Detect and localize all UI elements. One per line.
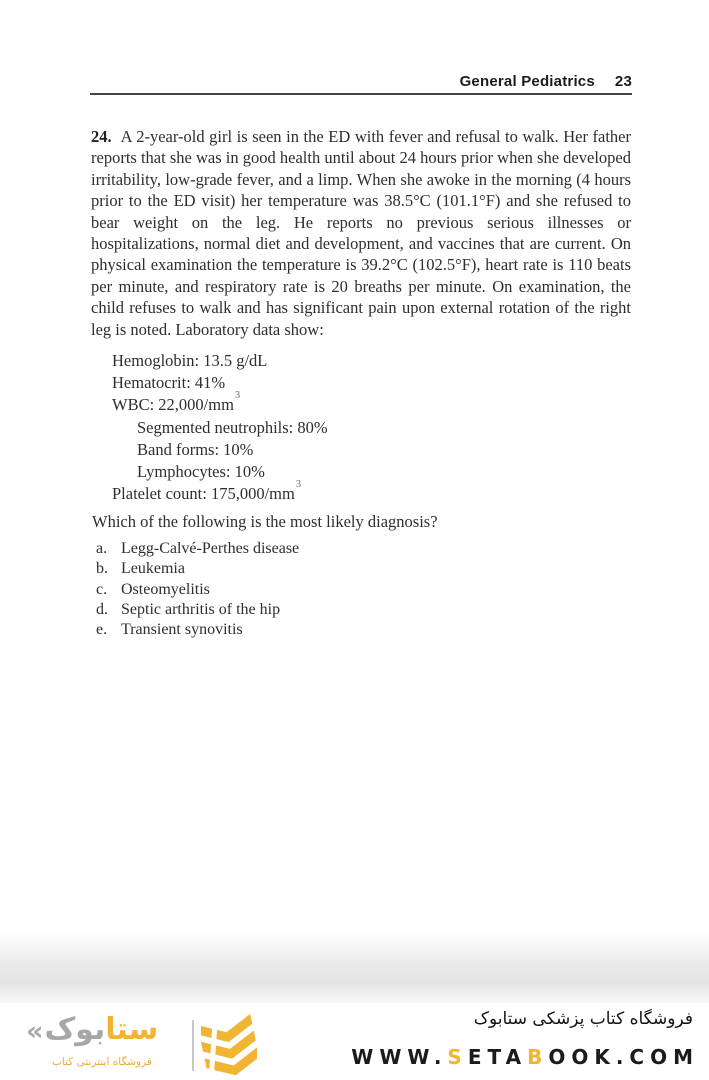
option-text: Osteomyelitis: [121, 580, 210, 598]
option-letter: c.: [96, 580, 108, 598]
option-letter: a.: [96, 540, 108, 557]
lab-value: Lymphocytes: 10%: [137, 462, 265, 482]
logo-divider: [192, 1020, 194, 1071]
option-text: Transient synovitis: [121, 621, 243, 639]
lab-value: Hemoglobin: 13.5 g/dL: [112, 351, 268, 370]
superscript: 3: [295, 478, 302, 490]
wordmark-gray-part: بوک: [44, 1012, 106, 1047]
header-rule: [90, 93, 632, 95]
question-paragraph: [91, 126, 631, 340]
url-part: ETA: [467, 1045, 528, 1069]
lab-line: [112, 478, 328, 505]
option-letter: d.: [96, 600, 108, 618]
page-number: 23: [614, 73, 632, 90]
option-text: Septic arthritis of the hip: [121, 600, 281, 618]
answer-option-b: [96, 559, 299, 579]
setabook-wordmark: [26, 1012, 159, 1047]
lab-line: [112, 350, 328, 372]
answer-options: [96, 539, 299, 640]
store-tagline: فروشگاه اینترنتی کتاب: [52, 1056, 152, 1068]
option-text: Legg-Calvé-Perthes disease: [121, 540, 300, 557]
wordmark-yellow-part: ستا: [105, 1012, 159, 1047]
question-number: 24.: [91, 127, 112, 146]
url-part-highlight: B: [527, 1045, 549, 1069]
option-letter: b.: [96, 560, 108, 578]
page-shadow: [0, 931, 709, 1003]
lab-value: WBC: 22,000/mm: [112, 395, 234, 415]
lab-value: Hematocrit: 41%: [112, 373, 226, 393]
url-part: WWW.: [351, 1045, 448, 1069]
option-letter: e.: [96, 621, 108, 639]
lab-line: [112, 389, 328, 416]
lab-value: Segmented neutrophils: 80%: [137, 417, 328, 437]
answer-option-c: [96, 580, 299, 600]
answer-option-e: [96, 620, 299, 640]
lab-data-list: [112, 350, 328, 505]
answer-option-a: [96, 539, 299, 559]
store-title-persian: فروشگاه کتاب پزشکی ستابوک: [473, 1009, 693, 1029]
lab-line: [112, 372, 328, 394]
section-title: General Pediatrics: [459, 73, 595, 90]
question-prompt: Which of the following is the most likely diagnosis?: [92, 512, 438, 531]
footer-brand-strip: [0, 1003, 709, 1080]
running-header: [90, 73, 632, 90]
question-body: A 2-year-old girl is seen in the ED with fever and refusal to walk. Her father reports that she was in good health until about 24 hours prior when she developed irritability, low-grade fever, and a limp. When she awoke in the morning (4 hours prior to the ED visit) her temperature was 38.5°C (101.1°F) and she refused to bear weight on the leg. He reports no previous serious illnesses or hospitalizations, normal diet and development, and vaccines that are current. On physical examination the temperature is 39.2°C (102.5°F), heart rate is 110 beats per minute, and respiratory rate is 20 breaths per minute. On examination, the child refuses to walk and has significant pain upon external rotation of the right leg is noted. Laboratory data show:: [91, 127, 631, 339]
superscript: 3: [234, 389, 241, 401]
lab-line: [112, 417, 328, 439]
setabook-chevron-logo-icon: [201, 1009, 257, 1080]
url-part-highlight: S: [447, 1045, 468, 1069]
guillemet-icon: «: [26, 1016, 44, 1047]
lab-value: Platelet count: 175,000/mm: [112, 484, 295, 504]
website-url: [351, 1045, 699, 1069]
lab-value: Band forms: 10%: [137, 439, 254, 459]
option-text: Leukemia: [121, 560, 185, 578]
answer-option-d: [96, 600, 299, 620]
url-part: OOK.COM: [548, 1045, 699, 1069]
lab-line: [112, 439, 328, 461]
